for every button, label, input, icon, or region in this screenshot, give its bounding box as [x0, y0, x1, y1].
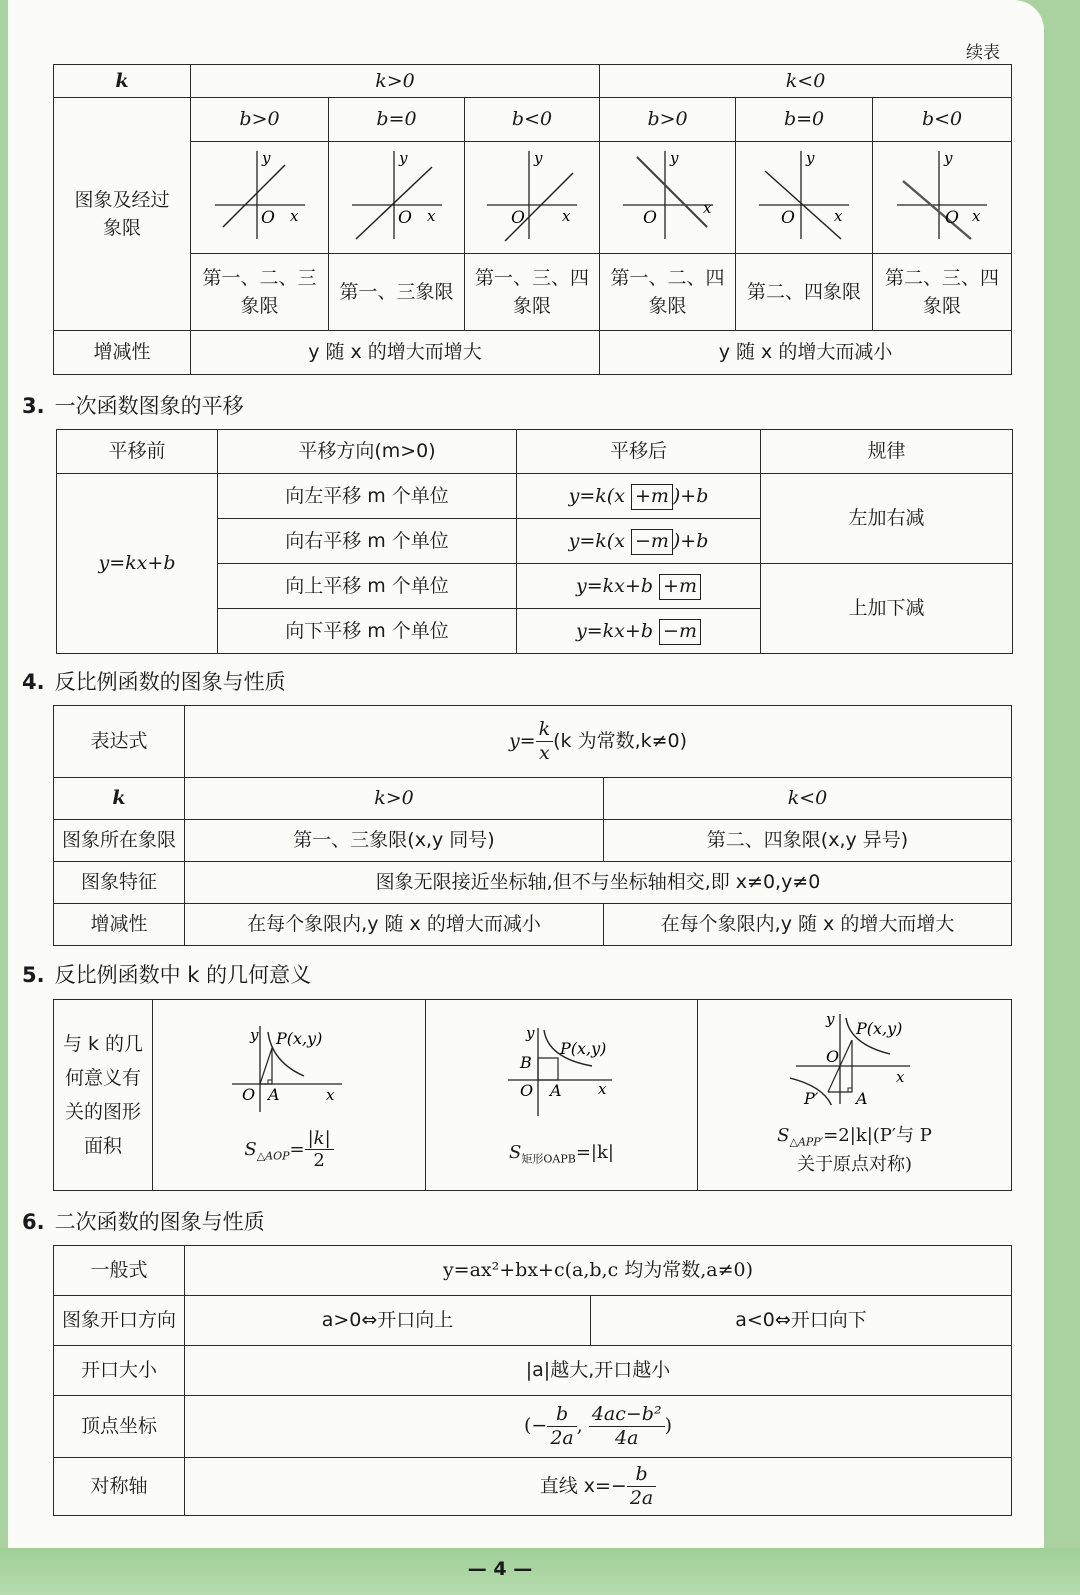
k-negative-header: k<0	[600, 65, 1012, 98]
graph-cell	[736, 142, 873, 254]
section-title: 6. 二次函数的图象与性质	[22, 1210, 265, 1234]
section-title: 3. 一次函数图象的平移	[22, 394, 244, 418]
rule-left-right: 左加右减	[761, 474, 1013, 564]
vertex-label: 顶点坐标	[54, 1396, 185, 1458]
monotonicity-decreasing: y 随 x 的增大而减小	[600, 331, 1012, 375]
svg-text:O: O	[260, 208, 275, 229]
header-before: 平移前	[57, 430, 218, 474]
k-geometry-table	[53, 999, 1012, 1191]
formula-triangle-app: $S_{\triangle APP'}=2|k|(P'$与 P 关于原点对称)	[777, 1124, 932, 1175]
svg-text:x: x	[562, 207, 571, 226]
graph-triangle-aop	[224, 1018, 354, 1113]
svg-text:P(x,y): P(x,y)	[855, 1019, 902, 1039]
direction-cell: 向上平移 m 个单位	[218, 564, 517, 609]
linear-function-table	[53, 64, 1012, 375]
svg-text:y: y	[250, 1026, 259, 1045]
area-row-label: 与 k 的几何意义有关的图形面积	[54, 1000, 153, 1191]
monotonicity-label: 增减性	[54, 904, 185, 946]
graph-kpos-bpos	[205, 143, 315, 243]
svg-text:x: x	[326, 1086, 335, 1105]
svg-text:A: A	[855, 1089, 868, 1106]
k-negative: k<0	[604, 778, 1012, 820]
svg-text:O: O	[242, 1085, 256, 1105]
svg-text:y: y	[398, 149, 407, 168]
svg-text:y: y	[669, 149, 679, 168]
open-down: a<0⇔开口向下	[591, 1296, 1012, 1346]
section-title: 4. 反比例函数的图象与性质	[22, 670, 286, 694]
graph-kpos-bneg	[477, 143, 587, 243]
header-after: 平移后	[517, 430, 761, 474]
svg-text:y: y	[825, 1010, 834, 1029]
open-up: a>0⇔开口向上	[185, 1296, 591, 1346]
quadrant-cell: 第一、二、四象限	[600, 254, 736, 331]
svg-text:O: O	[642, 208, 657, 229]
svg-text:A: A	[268, 1085, 280, 1105]
graph-rectangle-oapb	[502, 1022, 622, 1117]
quadratic-function-table	[53, 1245, 1012, 1516]
formula-rectangle-oapb: $S_{矩形OAPB}=|k|$	[509, 1142, 614, 1166]
after-cell: y=k(x −m )+b	[517, 519, 761, 564]
general-form: y=ax²+bx+c(a,b,c 均为常数,a≠0)	[185, 1246, 1012, 1296]
section-title: 5. 反比例函数中 k 的几何意义	[22, 963, 312, 987]
figure-triangle-aop	[153, 1000, 426, 1191]
open-direction-label: 图象开口方向	[54, 1296, 185, 1346]
open-size-label: 开口大小	[54, 1346, 185, 1396]
quadrant-cell: 第一、三象限	[329, 254, 465, 331]
direction-cell: 向右平移 m 个单位	[218, 519, 517, 564]
graph-kneg-bpos	[613, 143, 723, 243]
after-cell: y=k(x +m )+b	[517, 474, 761, 519]
feature-cell: 图象无限接近坐标轴,但不与坐标轴相交,即 x≠0,y≠0	[185, 862, 1012, 904]
k-label: k	[54, 778, 185, 820]
k-header: k	[54, 65, 191, 98]
graph-cell	[465, 142, 600, 254]
svg-text:P(x,y): P(x,y)	[559, 1038, 606, 1058]
inverse-function-table	[53, 705, 1012, 946]
quadrant-positive: 第一、三象限(x,y 同号)	[185, 820, 604, 862]
b-label: b=0	[329, 98, 465, 142]
svg-text:P′: P′	[803, 1089, 818, 1106]
svg-text:x: x	[289, 207, 298, 226]
svg-text:y: y	[944, 149, 953, 168]
expression-cell: y= $\frac{k}{x}$ (k 为常数,k≠0)	[185, 706, 1012, 778]
svg-text:O: O	[397, 208, 412, 229]
axis-formula: 直线 x=− $\frac{b}{2a}$	[185, 1458, 1012, 1516]
svg-text:O: O	[825, 1047, 839, 1067]
quadrant-cell: 第二、四象限	[736, 254, 873, 331]
quadrant-cell: 第一、三、四象限	[465, 254, 600, 331]
page-number: — 4 —	[467, 1558, 533, 1580]
figure-rectangle-oapb	[426, 1000, 698, 1191]
svg-text:x: x	[426, 207, 435, 226]
graph-row-label: 图象及经过象限	[54, 98, 191, 331]
formula-triangle-aop: $S_{\triangle AOP}=$ $\frac{|k|}{2}$	[153, 1128, 425, 1172]
continued-label: 续表	[966, 43, 1000, 63]
graph-cell	[191, 142, 329, 254]
open-size: |a|越大,开口越小	[185, 1346, 1012, 1396]
svg-text:A: A	[549, 1080, 562, 1100]
svg-text:y: y	[261, 149, 270, 168]
svg-text:x: x	[597, 1079, 606, 1098]
direction-cell: 向下平移 m 个单位	[218, 609, 517, 654]
k-positive: k>0	[185, 778, 604, 820]
before-expression: y=kx+b	[57, 474, 218, 654]
svg-text:O: O	[781, 208, 795, 229]
svg-text:B: B	[519, 1052, 532, 1072]
header-direction: 平移方向(m>0)	[218, 430, 517, 474]
quadrant-cell: 第二、三、四象限	[873, 254, 1012, 331]
svg-text:P(x,y): P(x,y)	[276, 1029, 323, 1049]
graph-row	[54, 142, 1012, 254]
b-label: b=0	[736, 98, 873, 142]
graph-cell	[329, 142, 465, 254]
after-cell: y=kx+b +m	[517, 564, 761, 609]
graph-cell	[873, 142, 1012, 254]
rule-up-down: 上加下减	[761, 564, 1013, 654]
svg-text:x: x	[834, 207, 843, 226]
quadrant-negative: 第二、四象限(x,y 异号)	[604, 820, 1012, 862]
b-label: b<0	[873, 98, 1012, 142]
vertex-formula: (− $\frac{b}{2a}$ , $\frac{\text{4ac−b²}}{4a}$ )	[185, 1396, 1012, 1458]
graph-kpos-bzero	[342, 143, 452, 243]
direction-cell: 向左平移 m 个单位	[218, 474, 517, 519]
quadrant-label: 图象所在象限	[54, 820, 185, 862]
graph-triangle-app	[790, 1010, 920, 1105]
svg-text:y: y	[806, 149, 815, 168]
feature-label: 图象特征	[54, 862, 185, 904]
after-cell: y=kx+b −m	[517, 609, 761, 654]
monotonicity-positive: 在每个象限内,y 随 x 的增大而减小	[185, 904, 604, 946]
svg-text:O: O	[511, 208, 525, 229]
svg-text:x: x	[972, 207, 981, 226]
header-rule: 规律	[761, 430, 1013, 474]
axis-label: 对称轴	[54, 1458, 185, 1516]
b-label: b<0	[465, 98, 600, 142]
monotonicity-negative: 在每个象限内,y 随 x 的增大而增大	[604, 904, 1012, 946]
graph-cell	[600, 142, 736, 254]
graph-kneg-bzero	[749, 143, 859, 243]
svg-text:x: x	[702, 199, 711, 218]
svg-text:y: y	[525, 1023, 534, 1042]
figure-triangle-app	[698, 1000, 1012, 1191]
quadrant-cell: 第一、二、三象限	[191, 254, 329, 331]
svg-text:x: x	[895, 1068, 904, 1087]
monotonicity-label: 增减性	[54, 331, 191, 375]
b-label: b>0	[191, 98, 329, 142]
translation-table	[56, 429, 1013, 654]
svg-text:O: O	[945, 208, 959, 229]
monotonicity-increasing: y 随 x 的增大而增大	[191, 331, 600, 375]
svg-text:y: y	[534, 149, 543, 168]
expression-label: 表达式	[54, 706, 185, 778]
graph-kneg-bneg	[887, 143, 997, 243]
general-form-label: 一般式	[54, 1246, 185, 1296]
b-label: b>0	[600, 98, 736, 142]
k-positive-header: k>0	[191, 65, 600, 98]
svg-text:O: O	[519, 1080, 533, 1100]
